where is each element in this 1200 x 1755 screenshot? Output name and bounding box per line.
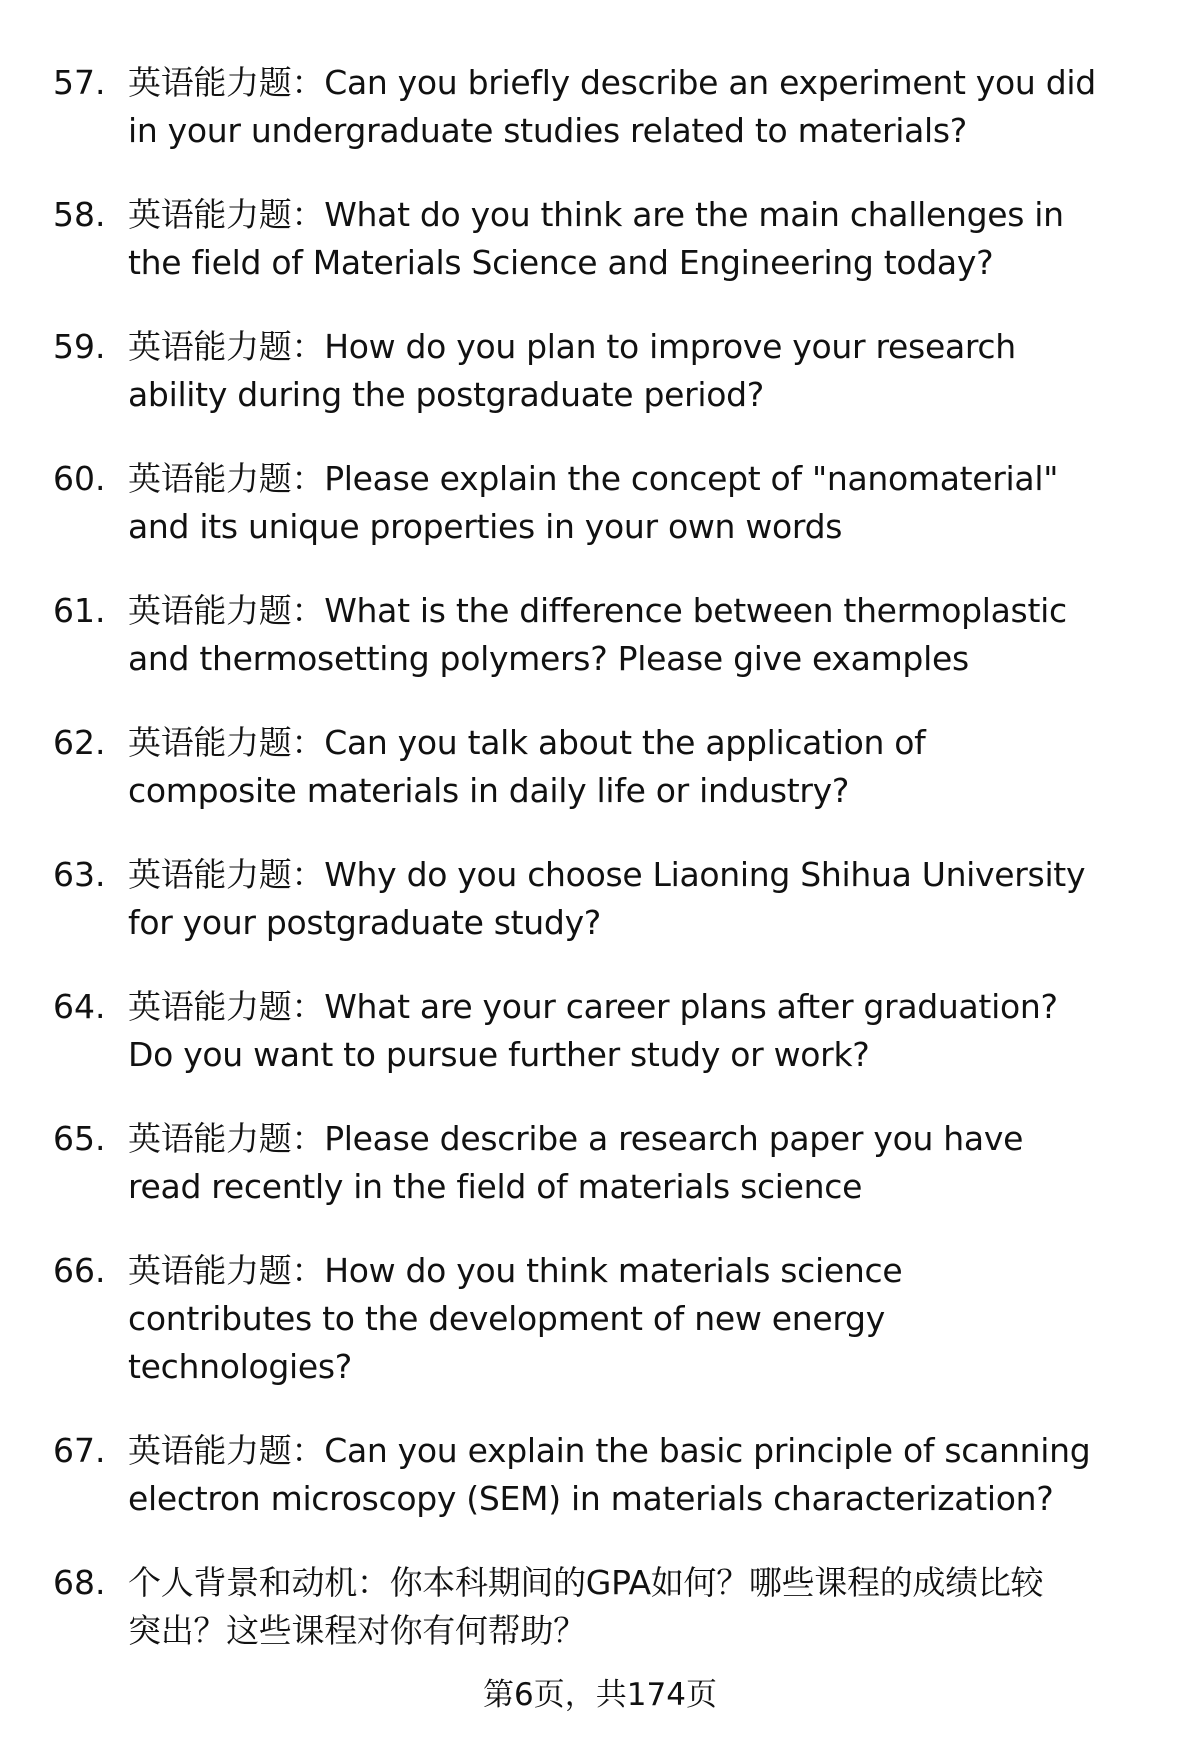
question-line: 英语能力题：How do you plan to improve your research	[128, 327, 1016, 366]
question-text	[128, 323, 1200, 419]
question-line: electron microscopy (SEM) in materials characterization?	[128, 1479, 1054, 1518]
question-line: 英语能力题：Please describe a research paper you have	[128, 1119, 1024, 1158]
question-line: 突出？这些课程对你有何帮助？	[128, 1611, 586, 1650]
question-item	[0, 587, 1200, 683]
question-line: 英语能力题：Can you explain the basic principle of scanning	[128, 1431, 1091, 1470]
question-line: composite materials in daily life or industry?	[128, 771, 850, 810]
question-line: technologies?	[128, 1347, 352, 1386]
question-item	[0, 455, 1200, 551]
question-text	[128, 1247, 1200, 1391]
question-number: 62.	[53, 723, 106, 762]
question-item	[0, 983, 1200, 1079]
question-line: Do you want to pursue further study or work?	[128, 1035, 870, 1074]
question-line: in your undergraduate studies related to materials?	[128, 111, 968, 150]
question-line: 英语能力题：What do you think are the main challenges in	[128, 195, 1064, 234]
question-text	[128, 719, 1200, 815]
question-number: 64.	[53, 987, 106, 1026]
page-number: 第6页，共174页	[483, 1677, 717, 1713]
question-text	[128, 1559, 1200, 1655]
question-text	[128, 983, 1200, 1079]
question-number: 60.	[53, 459, 106, 498]
question-number: 59.	[53, 327, 106, 366]
question-line: 英语能力题：What are your career plans after graduation?	[128, 987, 1058, 1026]
question-item	[0, 59, 1200, 155]
question-line: 个人背景和动机：你本科期间的GPA如何？哪些课程的成绩比较	[128, 1563, 1044, 1602]
question-item	[0, 323, 1200, 419]
question-text	[128, 851, 1200, 947]
question-item	[0, 851, 1200, 947]
question-line: read recently in the field of materials science	[128, 1167, 863, 1206]
question-number: 58.	[53, 195, 106, 234]
question-number: 61.	[53, 591, 106, 630]
question-text	[128, 1427, 1200, 1523]
question-number: 65.	[53, 1119, 106, 1158]
question-list	[0, 59, 1200, 1691]
question-number: 63.	[53, 855, 106, 894]
question-line: 英语能力题：How do you think materials science	[128, 1251, 903, 1290]
question-text	[128, 191, 1200, 287]
question-item	[0, 1427, 1200, 1523]
question-text	[128, 455, 1200, 551]
question-text	[128, 1115, 1200, 1211]
question-text	[128, 587, 1200, 683]
question-line: ability during the postgraduate period?	[128, 375, 764, 414]
question-item	[0, 1559, 1200, 1655]
question-line: 英语能力题：Can you briefly describe an experiment you did	[128, 63, 1096, 102]
question-text	[128, 59, 1200, 155]
question-line: the field of Materials Science and Engineering today?	[128, 243, 994, 282]
question-line: and thermosetting polymers? Please give examples	[128, 639, 969, 678]
question-line: 英语能力题：What is the difference between thermoplastic	[128, 591, 1067, 630]
question-line: 英语能力题：Can you talk about the application of	[128, 723, 926, 762]
question-item	[0, 191, 1200, 287]
question-item	[0, 719, 1200, 815]
question-number: 67.	[53, 1431, 106, 1470]
question-line: 英语能力题：Why do you choose Liaoning Shihua University	[128, 855, 1086, 894]
question-number: 68.	[53, 1563, 106, 1602]
question-line: for your postgraduate study?	[128, 903, 602, 942]
question-number: 57.	[53, 63, 106, 102]
question-number: 66.	[53, 1251, 106, 1290]
question-line: 英语能力题：Please explain the concept of "nanomaterial"	[128, 459, 1059, 498]
question-line: contributes to the development of new energy	[128, 1299, 885, 1338]
question-item	[0, 1115, 1200, 1211]
question-item	[0, 1247, 1200, 1391]
question-line: and its unique properties in your own words	[128, 507, 843, 546]
